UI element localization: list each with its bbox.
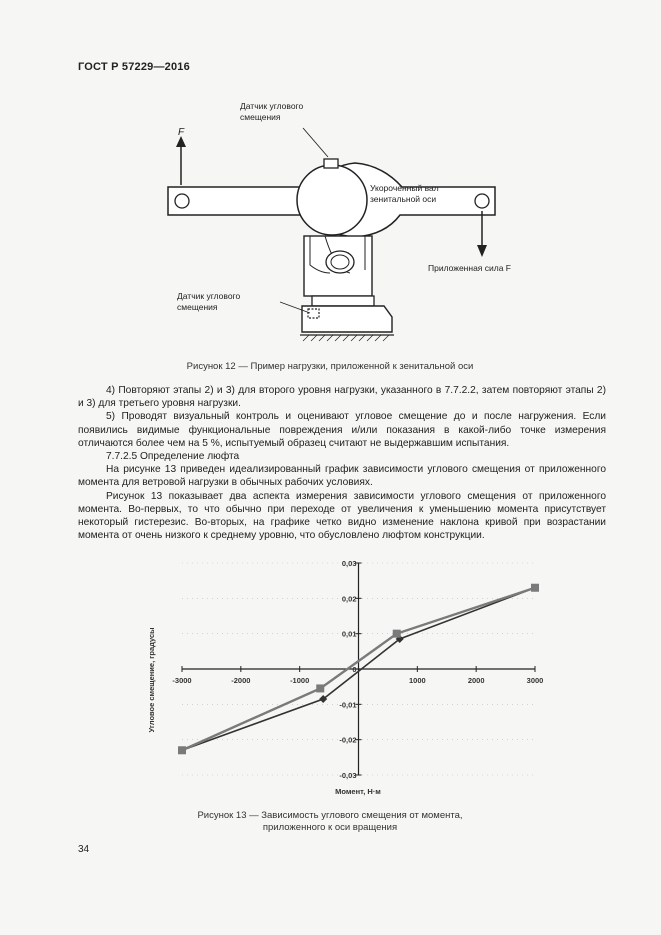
beam-hole-left (175, 194, 189, 208)
chart-point-unloading (531, 584, 539, 592)
chart-y-tick-label: -0,03 (339, 771, 357, 780)
chart-y-tick-label: -0,01 (339, 700, 357, 710)
chart-x-tick-label: 1000 (408, 676, 426, 685)
chart-x-axis-label: Момент, Н·м (335, 787, 381, 796)
chart-y-tick-label: 0 (352, 665, 357, 674)
svg-text:Укороченный вал зениталь (370, 183, 441, 204)
chart-y-tick-label: 0,01 (341, 629, 357, 639)
figure-12-drawing (160, 95, 560, 345)
sensor-bottom-label-line2: смещения (177, 302, 218, 312)
page-number: 34 (78, 844, 90, 855)
force-arrow-up-icon (176, 136, 186, 185)
chart-point-unloading (316, 684, 324, 692)
chart-y-axis-label: Угловое смещение, градусы (147, 627, 156, 733)
figure-13-caption (170, 810, 490, 834)
sensor-bottom-label-line1: Датчик углового (177, 291, 241, 301)
tower-neck (312, 296, 374, 306)
zenith-shaft-hub (297, 165, 367, 235)
figure-13-caption-line1: Рисунок 13 — Зависимость углового смещения от момента, (197, 810, 463, 821)
chart-x-tick-label: 3000 (526, 676, 544, 685)
svg-text:Датчик углового смещения (240, 101, 306, 122)
applied-force-label: Приложенная сила F (428, 263, 512, 273)
angular-sensor-bottom (308, 309, 319, 318)
chart-x-tick-label: -1000 (290, 676, 310, 685)
paragraph-figure13-aspects: Рисунок 13 показывает два аспекта измерения зависимости углового смещения от приложенного момента. Во-первых, то что обычно при переходе от увеличения к уменьшению момента присутствует некоторый гистерезис. Во-вторых, на графике четко видно изменение наклона кривой при возрастании момента от очень низкого к среднему уровню, что обусловлено люфтом конструкции. (78, 490, 606, 542)
force-arrow-down-icon (477, 211, 487, 257)
chart-point-unloading (393, 630, 401, 638)
shaft-label-line2: зенитальной оси (370, 194, 437, 204)
chart-x-tick-label: 2000 (467, 676, 485, 685)
sensor-top-label-line2: смещения (240, 112, 281, 122)
chart-y-tick-label: 0,02 (341, 594, 357, 604)
chart-x-tick-label: -2000 (231, 676, 251, 685)
force-label: F (178, 127, 185, 138)
body-text (78, 384, 606, 542)
figure-12-caption: Рисунок 12 — Пример нагрузки, приложенной к зенитальной оси (186, 361, 474, 372)
paragraph-figure13-intro: На рисунке 13 приведен идеализированный график зависимости углового смещения от приложенного момента для ветровой нагрузки в обычных рабочих условиях. (78, 464, 606, 489)
paragraph-step-4: 4) Повторяют этапы 2) и 3) для второго уровня нагрузки, указанного в 7.7.2.2, затем повторяют этапы 2) и 3) для третьего уровня нагрузки. (78, 385, 606, 410)
chart-point-unloading (178, 746, 186, 754)
beam-hole-right (475, 194, 489, 208)
angular-sensor-top (324, 159, 338, 168)
section-heading-7-7-2-5: 7.7.2.5 Определение люфта (106, 451, 240, 463)
document-header: ГОСТ Р 57229—2016 (78, 61, 190, 73)
sensor-top-label-line1: Датчик углового (240, 101, 304, 111)
shaft-label-line1: Укороченный вал (370, 183, 439, 193)
chart-y-tick-label: 0,03 (341, 559, 357, 568)
chart-y-tick-label: -0,02 (339, 735, 357, 745)
chart-x-tick-label: -3000 (172, 676, 192, 685)
figure-13-chart (140, 555, 560, 805)
paragraph-step-5: 5) Проводят визуальный контроль и оценивают угловое смещение до и после нагружения. Если появились видимые функциональные повреждения и/или показания в какой-либо точке измерения отличаются более чем на 5 %, испытуемый образец считают не выдержавшим испытания. (78, 411, 606, 449)
figure-13-caption-line2: приложенного к оси вращения (262, 822, 398, 833)
svg-text:Датчик углового смещения (177, 291, 243, 312)
